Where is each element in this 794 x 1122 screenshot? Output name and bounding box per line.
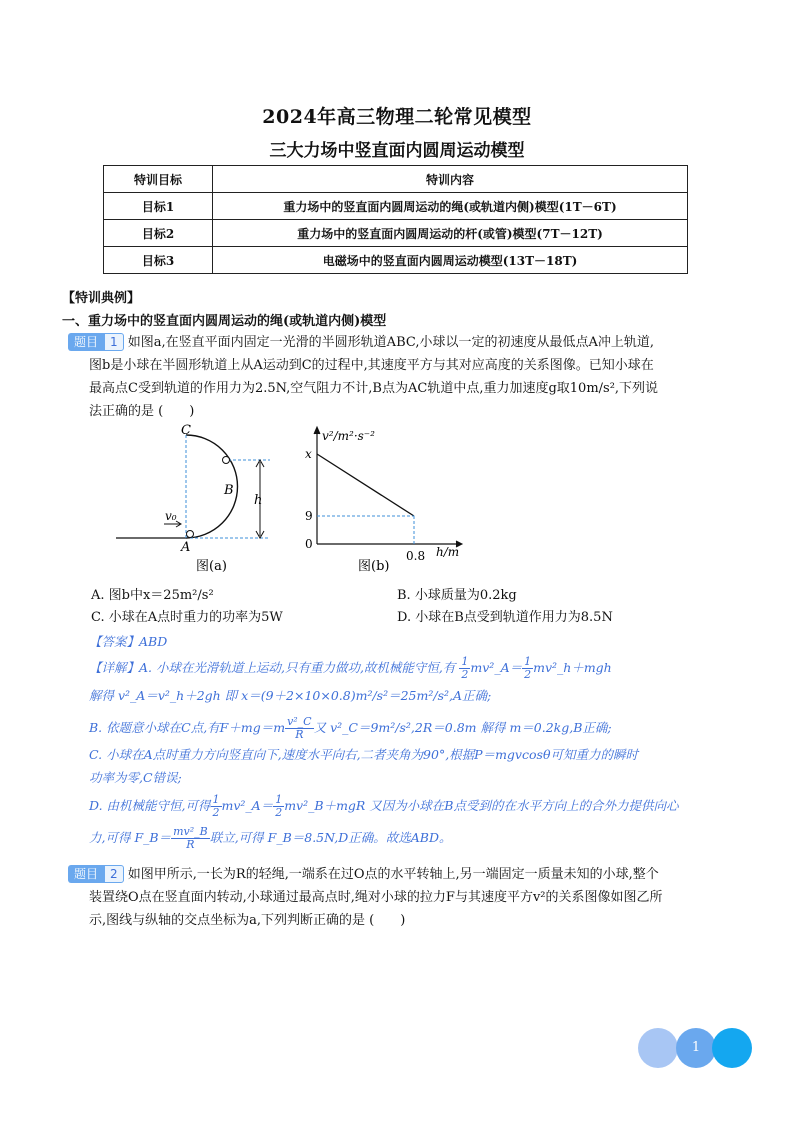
fraction-mvb-r [171,826,210,851]
page-circle-right [712,1028,752,1068]
detail-a-line2: 解得 v²_A＝v²_h＋2gh 即 x＝(9＋2×10×0.8)m²/s²＝25m²/s²,A正确; [89,688,492,703]
detail-b-post: 又 v²_C＝9m²/s²,2R＝0.8m 解得 m＝0.2kg,B正确; [313,720,612,735]
q1-option-c[interactable]: C. 小球在A点时重力的功率为5W [91,610,283,625]
page-title: 2024年高三物理二轮常见模型 [262,106,532,128]
question-tag: 题目 [68,865,104,883]
q2-line3: 示,图线与纵轴的交点坐标为a,下列判断正确的是 ( ) [89,913,406,928]
detail-a-eq2: mv²_h＋mgh [533,660,612,675]
detail-b [89,716,612,741]
table-row [104,247,688,274]
label-v0: v₀ [165,509,177,523]
detail-c-line1: C. 小球在A点时重力方向竖直向下,速度水平向右,二者夹角为90°,根据P＝mgvcosθ可知重力的瞬时 [89,747,638,762]
detail-d-mid: mv²_A＝ [221,798,274,813]
figure-b [300,422,470,582]
label-c: C [181,423,191,438]
figure-a [110,420,290,580]
table-cell-content: 重力场中的竖直面内圆周运动的绳(或轨道内侧)模型(1T－6T) [213,193,688,220]
question-number: 2 [104,865,124,883]
q1-tag [68,335,124,350]
y-axis-label: v²/m²·s⁻² [322,429,375,443]
page-number: 1 [691,1040,701,1055]
section1-title: 一、重力场中的竖直面内圆周运动的绳(或轨道内侧)模型 [62,314,387,329]
frac-num: 1 [524,655,532,668]
tick-x: x [305,447,312,461]
ball-at-b [223,457,230,464]
detail-c-line2: 功率为零,C错误; [89,770,182,785]
q2-text-line1: 如图甲所示,一长为R的轻绳,一端系在过O点的水平转轴上,另一端固定一质量未知的小球,整个 [127,867,659,882]
page-circle-left [638,1028,678,1068]
tick-point-eight: 0.8 [406,549,426,563]
goals-table [103,165,688,274]
table-header-row [104,166,688,193]
frac-num: mv²_B [173,825,208,838]
table-header-goal: 特训目标 [104,166,213,193]
detail-d-post: mv²_B＋mgR 又因为小球在B点受到的在水平方向上的合外力提供向心 [284,798,679,813]
frac-den: R [186,838,195,851]
frac-den: 2 [275,806,283,819]
detail-d-line2 [89,826,452,851]
ball-at-a [187,531,194,538]
y-axis-arrow [314,427,320,434]
caption-a: 图(a) [196,559,227,574]
table-cell-goal: 目标2 [104,220,213,247]
q1-line1 [68,331,654,354]
table-cell-content: 重力场中的竖直面内圆周运动的杆(或管)模型(7T－12T) [213,220,688,247]
q1-line2: 图b是小球在半圆形轨道上从A运动到C的过程中,其速度平方与其对应高度的关系图像。已知小球在 [89,358,654,373]
detail-d2-post: 联立,可得 F_B＝8.5N,D正确。故选ABD。 [209,830,452,845]
section-label: 【特训典例】 [62,291,141,306]
detail-a-line1 [89,656,612,681]
frac-num: 1 [461,655,469,668]
detail-b-pre: B. 依题意小球在C点,有F＋mg＝m [89,720,286,735]
q1-option-d[interactable]: D. 小球在B点受到轨道作用力为8.5N [397,610,613,625]
q2-tag [68,867,124,882]
q1-answer: 【答案】ABD [89,634,168,649]
x-axis-label: h/m [436,545,460,559]
table-cell-content: 电磁场中的竖直面内圆周运动模型(13T－18T) [213,247,688,274]
caption-b: 图(b) [358,559,390,574]
fraction-half [273,794,284,819]
detail-d-line1 [89,794,679,819]
table-cell-goal: 目标3 [104,247,213,274]
question-number: 1 [104,333,124,351]
frac-den: R [295,728,304,741]
graph-line [317,454,414,516]
q1-line4: 法正确的是 ( ) [89,404,195,419]
table-row [104,220,688,247]
label-b: B [224,483,234,498]
q1-option-b[interactable]: B. 小球质量为0.2kg [397,588,517,603]
fraction-half [522,656,533,681]
table-header-content: 特训内容 [213,166,688,193]
tick-zero: 0 [305,537,313,551]
label-a: A [181,540,191,555]
frac-den: 2 [212,806,220,819]
detail-d2-pre: 力,可得 F_B＝ [89,830,172,845]
frac-num: v²_C [287,715,312,728]
frac-den: 2 [461,668,469,681]
frac-num: 1 [212,793,220,806]
detail-a-text: 【详解】A. 小球在光滑轨道上运动,只有重力做功,故机械能守恒,有 [89,660,456,675]
table-cell-goal: 目标1 [104,193,213,220]
q2-line2: 装置绕O点在竖直面内转动,小球通过最高点时,绳对小球的拉力F与其速度平方v²的关系图像如图乙所 [89,890,663,905]
fraction-vc-r [285,716,314,741]
page-subtitle: 三大力场中竖直面内圆周运动模型 [269,141,525,161]
q1-line3: 最高点C受到轨道的作用力为2.5N,空气阻力不计,B点为AC轨道中点,重力加速度g取10m/s²,下列说 [89,381,659,396]
q1-text-line1: 如图a,在竖直平面内固定一光滑的半圆形轨道ABC,小球以一定的初速度从最低点A冲上轨道, [127,335,654,350]
frac-num: 1 [275,793,283,806]
frac-den: 2 [524,668,532,681]
label-h: h [254,493,263,508]
question-tag: 题目 [68,333,104,351]
q1-option-a[interactable]: A. 图b中x＝25m²/s² [91,588,214,603]
tick-nine: 9 [305,509,313,523]
detail-a-eq: mv²_A＝ [470,660,523,675]
detail-d-pre: D. 由机械能守恒,可得 [89,798,211,813]
table-row [104,193,688,220]
q2-line1 [68,863,659,886]
fraction-half [459,656,470,681]
fraction-half [211,794,222,819]
